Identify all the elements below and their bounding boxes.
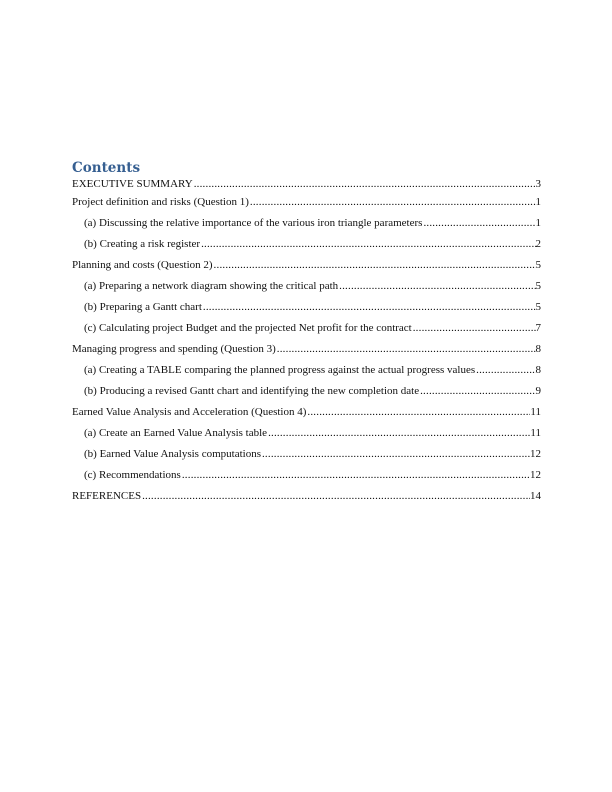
toc-entry[interactable] xyxy=(72,259,541,280)
toc-page-number: 11 xyxy=(530,406,541,418)
toc-page-number: 5 xyxy=(535,280,541,292)
toc-leader-dots xyxy=(250,196,536,208)
toc-leader-dots xyxy=(214,259,536,271)
toc-leader-dots xyxy=(476,364,535,376)
toc-page-number: 12 xyxy=(530,469,541,481)
toc-entry-label: Earned Value Analysis and Acceleration (Question 4) xyxy=(72,406,307,418)
toc-page-number: 5 xyxy=(535,301,541,313)
toc-page-number: 7 xyxy=(535,322,541,334)
toc-entry[interactable] xyxy=(72,238,541,259)
toc-entry-label: (a) Preparing a network diagram showing the critical path xyxy=(84,280,339,292)
toc-page-number: 1 xyxy=(535,217,541,229)
toc-leader-dots xyxy=(142,490,530,502)
toc-leader-dots xyxy=(268,427,530,439)
toc-entry[interactable] xyxy=(72,364,541,385)
toc-page-number: 11 xyxy=(530,427,541,439)
toc-entry[interactable] xyxy=(72,178,541,196)
table-of-contents xyxy=(72,178,541,511)
toc-entry-label: (b) Creating a risk register xyxy=(84,238,201,250)
toc-leader-dots xyxy=(203,301,536,313)
toc-page-number: 12 xyxy=(530,448,541,460)
toc-leader-dots xyxy=(262,448,530,460)
toc-entry[interactable] xyxy=(72,217,541,238)
toc-leader-dots xyxy=(413,322,536,334)
toc-page-number: 1 xyxy=(535,196,541,208)
toc-entry-label: (b) Preparing a Gantt chart xyxy=(84,301,202,313)
toc-entry[interactable] xyxy=(72,322,541,343)
toc-leader-dots xyxy=(277,343,536,355)
toc-entry-label: EXECUTIVE SUMMARY xyxy=(72,178,193,190)
toc-entry[interactable] xyxy=(72,196,541,217)
toc-page-number: 9 xyxy=(535,385,541,397)
toc-page-number: 2 xyxy=(535,238,541,250)
toc-page-number: 3 xyxy=(535,178,541,190)
toc-entry[interactable] xyxy=(72,343,541,364)
toc-entry-label: REFERENCES xyxy=(72,490,142,502)
toc-entry-label: Managing progress and spending (Question 3) xyxy=(72,343,276,355)
toc-entry[interactable] xyxy=(72,385,541,406)
toc-leader-dots xyxy=(339,280,535,292)
toc-entry-label: (a) Create an Earned Value Analysis table xyxy=(84,427,268,439)
toc-entry-label: (a) Creating a TABLE comparing the planned progress against the actual progress values xyxy=(84,364,476,376)
toc-entry[interactable] xyxy=(72,301,541,322)
toc-entry[interactable] xyxy=(72,490,541,511)
toc-entry-label: (b) Earned Value Analysis computations xyxy=(84,448,261,460)
toc-page-number: 5 xyxy=(535,259,541,271)
toc-entry-label: Project definition and risks (Question 1) xyxy=(72,196,249,208)
toc-entry-label: Planning and costs (Question 2) xyxy=(72,259,213,271)
toc-leader-dots xyxy=(194,178,536,190)
toc-entry-label: (c) Calculating project Budget and the projected Net profit for the contract xyxy=(84,322,412,334)
toc-entry-label: (b) Producing a revised Gantt chart and identifying the new completion date xyxy=(84,385,420,397)
toc-entry[interactable] xyxy=(72,448,541,469)
toc-entry-label: (c) Recommendations xyxy=(84,469,181,481)
toc-leader-dots xyxy=(201,238,535,250)
toc-leader-dots xyxy=(420,385,535,397)
toc-entry-label: (a) Discussing the relative importance of the various iron triangle parameters xyxy=(84,217,423,229)
toc-page-number: 8 xyxy=(535,343,541,355)
toc-entry[interactable] xyxy=(72,406,541,427)
toc-leader-dots xyxy=(307,406,530,418)
toc-leader-dots xyxy=(423,217,535,229)
toc-page-number: 8 xyxy=(535,364,541,376)
toc-page-number: 14 xyxy=(530,490,541,502)
toc-entry[interactable] xyxy=(72,427,541,448)
toc-entry[interactable] xyxy=(72,469,541,490)
toc-leader-dots xyxy=(182,469,530,481)
toc-entry[interactable] xyxy=(72,280,541,301)
contents-heading: Contents xyxy=(72,160,141,176)
